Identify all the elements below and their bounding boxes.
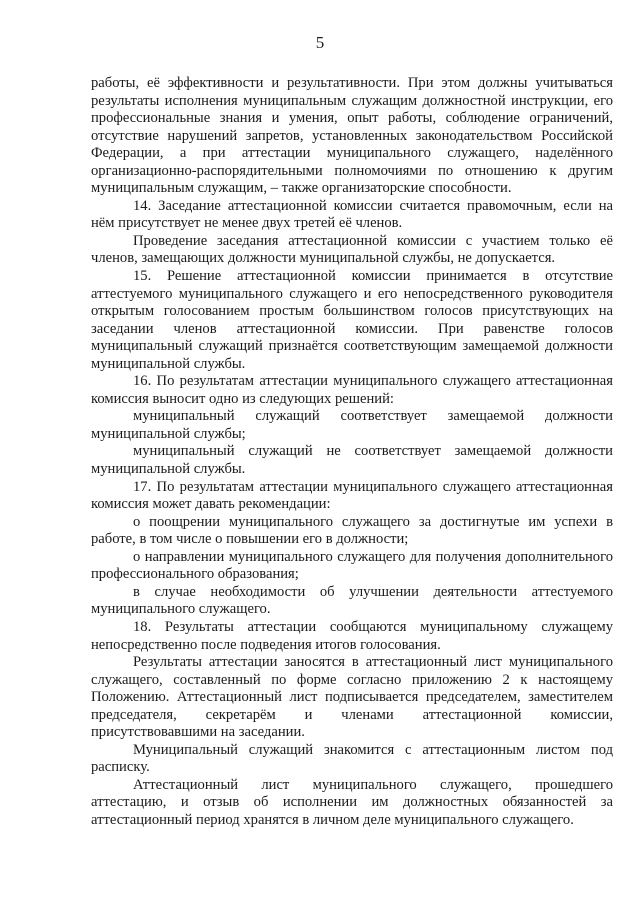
paragraph-item-14: 14. Заседание аттестационной комиссии считается правомочным, если на нём присутствует не менее двух третей её членов.	[91, 197, 613, 232]
paragraph-item-15: 15. Решение аттестационной комиссии принимается в отсутствие аттестуемого муниципального служащего и его непосредственного руководителя открытым голосованием простым большинством голосов присутствующих на заседании членов аттестационной комиссии. При равенстве голосов муниципальный служащий признаётся соответствующим замещаемой должности муниципальной службы.	[91, 268, 613, 372]
paragraph-continuation: работы, её эффективности и результативности. При этом должны учитываться результаты исполнения муниципальным служащим должностной инструкции, его профессиональные знания и умения, опыт работы, соблюдение ограничений, отсутствие нарушений запретов, установленных законодательством Российской Федерации, а при аттестации муниципального служащего, наделённого организационно-распорядительными полномочиями по отношению к другим муниципальным служащим, – также организаторские способности.	[91, 75, 613, 197]
paragraph-decision-not-corresponds: муниципальный служащий не соответствует замещаемой должности муниципальной службы.	[91, 443, 613, 478]
paragraph-decision-corresponds: муниципальный служащий соответствует замещаемой должности муниципальной службы;	[91, 408, 613, 442]
paragraph-personal-file: Аттестационный лист муниципального служащего, прошедшего аттестацию, и отзыв об исполнении им должностных обязанностей за аттестационный период хранятся в личном деле муниципального служащего.	[91, 776, 613, 828]
paragraph-attestation-sheet: Результаты аттестации заносятся в аттестационный лист муниципального служащего, составленный по форме согласно приложению 2 к настоящему Положению. Аттестационный лист подписывается председателем, заместителем председателя, секретарём и членами аттестационной комиссии, присутствовавшими на заседании.	[91, 654, 613, 741]
paragraph-item-16: 16. По результатам аттестации муниципального служащего аттестационная комиссия выносит одно из следующих решений:	[91, 373, 613, 407]
page-number: 5	[315, 33, 325, 52]
paragraph-recommendation-improvement: в случае необходимости об улучшении деятельности аттестуемого муниципального служащего.	[91, 583, 613, 618]
paragraph-item-17: 17. По результатам аттестации муниципального служащего аттестационная комиссия может давать рекомендации:	[91, 478, 613, 513]
paragraph-recommendation-encouragement: о поощрении муниципального служащего за достигнутые им успехи в работе, в том числе о повышении его в должности;	[91, 513, 613, 548]
paragraph-signature-acknowledgement: Муниципальный служащий знакомится с аттестационным листом под расписку.	[91, 741, 613, 776]
paragraph-quorum-members: Проведение заседания аттестационной комиссии с участием только её членов, замещающих должности муниципальной службы, не допускается.	[91, 232, 613, 267]
paragraph-item-18: 18. Результаты аттестации сообщаются муниципальному служащему непосредственно после подведения итогов голосования.	[91, 618, 613, 653]
paragraph-recommendation-education: о направлении муниципального служащего для получения дополнительного профессионального образования;	[91, 548, 613, 583]
document-body	[91, 75, 613, 830]
